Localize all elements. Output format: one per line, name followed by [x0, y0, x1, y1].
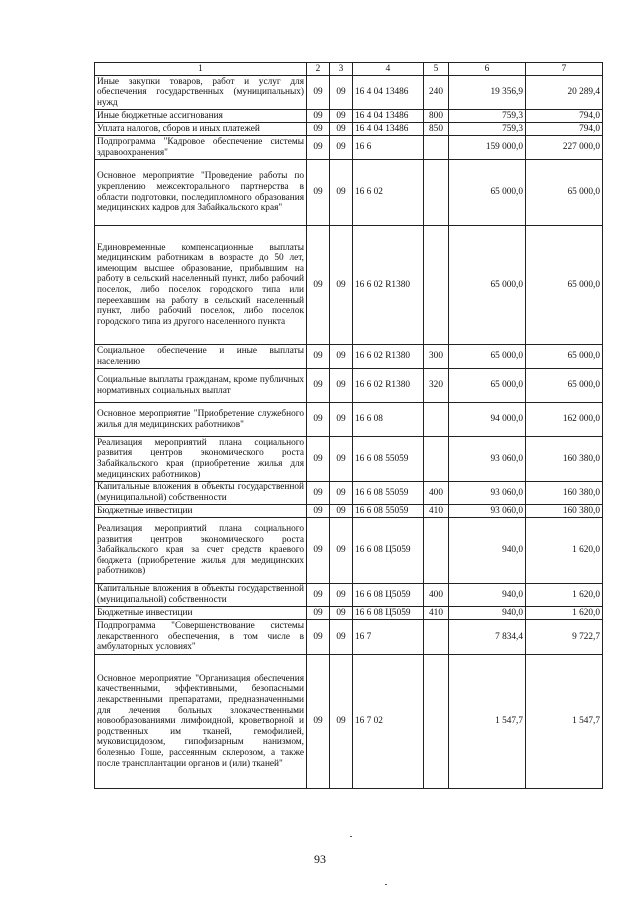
section-code: 09 — [307, 110, 330, 123]
section-code: 09 — [307, 518, 330, 584]
target-article: 16 7 — [353, 620, 424, 655]
table-row — [95, 160, 603, 226]
subsection-code: 09 — [330, 76, 353, 110]
section-code: 09 — [307, 437, 330, 482]
header-cell: 6 — [449, 63, 526, 76]
table-row — [95, 505, 603, 518]
table-row — [95, 482, 603, 505]
target-article: 16 6 02 R1380 — [353, 226, 424, 345]
amount-year-1: 940,0 — [449, 607, 526, 620]
target-article: 16 6 02 R1380 — [353, 345, 424, 369]
table-row — [95, 136, 603, 160]
amount-year-2: 65 000,0 — [526, 160, 603, 226]
amount-year-1: 940,0 — [449, 518, 526, 584]
amount-year-1: 7 834,4 — [449, 620, 526, 655]
section-code: 09 — [307, 123, 330, 136]
table-row — [95, 607, 603, 620]
row-name: Капитальные вложения в объекты государственной (муниципальной) собственности — [95, 584, 307, 607]
amount-year-1: 65 000,0 — [449, 160, 526, 226]
expense-type — [424, 160, 449, 226]
subsection-code: 09 — [330, 403, 353, 437]
section-code: 09 — [307, 620, 330, 655]
expense-type: 300 — [424, 345, 449, 369]
target-article: 16 4 04 13486 — [353, 123, 424, 136]
amount-year-2: 65 000,0 — [526, 345, 603, 369]
row-name: Иные закупки товаров, работ и услуг для обеспечения государственных (муниципальных) нужд — [95, 76, 307, 110]
amount-year-2: 160 380,0 — [526, 437, 603, 482]
amount-year-1: 759,3 — [449, 110, 526, 123]
subsection-code: 09 — [330, 136, 353, 160]
section-code: 09 — [307, 369, 330, 403]
amount-year-2: 1 620,0 — [526, 584, 603, 607]
expense-type: 800 — [424, 110, 449, 123]
header-cell: 7 — [526, 63, 603, 76]
row-name: Основное мероприятие "Проведение работы по укреплению межсекторального партнерства в области подготовки, последипломного образования медицинских кадров для Забайкальского края" — [95, 160, 307, 226]
target-article: 16 4 04 13486 — [353, 110, 424, 123]
target-article: 16 6 08 55059 — [353, 505, 424, 518]
expense-type: 410 — [424, 607, 449, 620]
amount-year-1: 93 060,0 — [449, 505, 526, 518]
table-row — [95, 620, 603, 655]
section-code: 09 — [307, 76, 330, 110]
amount-year-1: 94 000,0 — [449, 403, 526, 437]
section-code: 09 — [307, 136, 330, 160]
target-article: 16 6 08 — [353, 403, 424, 437]
amount-year-2: 160 380,0 — [526, 505, 603, 518]
expense-type — [424, 655, 449, 789]
table-row — [95, 518, 603, 584]
budget-table — [94, 62, 603, 789]
amount-year-2: 794,0 — [526, 110, 603, 123]
amount-year-1: 93 060,0 — [449, 437, 526, 482]
amount-year-2: 1 547,7 — [526, 655, 603, 789]
subsection-code: 09 — [330, 160, 353, 226]
amount-year-1: 65 000,0 — [449, 369, 526, 403]
subsection-code: 09 — [330, 369, 353, 403]
row-name: Основное мероприятие "Организация обеспечения качественными, эффективными, безопасными лекарственными препаратами, предназначенными для лечения больных злокачественными новообразованиями лимфоидной, кроветворной и родственных им тканей, гемофилией, муковисцидозом, гипофизарным нанизмом, болезнью Гоше, рассеянным склерозом, а также после трансплантации органов и (или) тканей" — [95, 655, 307, 789]
expense-type — [424, 518, 449, 584]
subsection-code: 09 — [330, 123, 353, 136]
table-row — [95, 655, 603, 789]
section-code: 09 — [307, 655, 330, 789]
expense-type — [424, 620, 449, 655]
amount-year-2: 20 289,4 — [526, 76, 603, 110]
subsection-code: 09 — [330, 482, 353, 505]
amount-year-1: 19 356,9 — [449, 76, 526, 110]
section-code: 09 — [307, 345, 330, 369]
amount-year-1: 759,3 — [449, 123, 526, 136]
table-row — [95, 437, 603, 482]
row-name: Социальное обеспечение и иные выплаты населению — [95, 345, 307, 369]
page-number: 93 — [314, 852, 326, 866]
table-row — [95, 226, 603, 345]
amount-year-1: 940,0 — [449, 584, 526, 607]
expense-type: 240 — [424, 76, 449, 110]
header-cell: 5 — [424, 63, 449, 76]
target-article: 16 6 02 R1380 — [353, 369, 424, 403]
row-name: Социальные выплаты гражданам, кроме публичных нормативных социальных выплат — [95, 369, 307, 403]
amount-year-1: 93 060,0 — [449, 482, 526, 505]
amount-year-2: 162 000,0 — [526, 403, 603, 437]
amount-year-1: 159 000,0 — [449, 136, 526, 160]
target-article: 16 7 02 — [353, 655, 424, 789]
expense-type — [424, 403, 449, 437]
expense-type: 850 — [424, 123, 449, 136]
section-code: 09 — [307, 505, 330, 518]
section-code: 09 — [307, 403, 330, 437]
section-code: 09 — [307, 482, 330, 505]
amount-year-1: 65 000,0 — [449, 226, 526, 345]
header-row — [95, 63, 603, 76]
section-code: 09 — [307, 607, 330, 620]
amount-year-2: 794,0 — [526, 123, 603, 136]
amount-year-2: 65 000,0 — [526, 369, 603, 403]
header-cell: 3 — [330, 63, 353, 76]
subsection-code: 09 — [330, 110, 353, 123]
subsection-code: 09 — [330, 226, 353, 345]
table-row — [95, 369, 603, 403]
scan-speck — [350, 836, 352, 837]
subsection-code: 09 — [330, 345, 353, 369]
row-name: Бюджетные инвестиции — [95, 607, 307, 620]
target-article: 16 4 04 13486 — [353, 76, 424, 110]
row-name: Подпрограмма "Совершенствование системы лекарственного обеспечения, в том числе в амбулаторных условиях" — [95, 620, 307, 655]
amount-year-2: 65 000,0 — [526, 226, 603, 345]
row-name: Основное мероприятие "Приобретение служебного жилья для медицинских работников" — [95, 403, 307, 437]
expense-type — [424, 136, 449, 160]
amount-year-2: 1 620,0 — [526, 607, 603, 620]
row-name: Подпрограмма "Кадровое обеспечение системы здравоохранения" — [95, 136, 307, 160]
target-article: 16 6 08 Ц5059 — [353, 584, 424, 607]
header-cell: 1 — [95, 63, 307, 76]
table-row — [95, 584, 603, 607]
row-name: Иные бюджетные ассигнования — [95, 110, 307, 123]
target-article: 16 6 08 55059 — [353, 437, 424, 482]
subsection-code: 09 — [330, 655, 353, 789]
section-code: 09 — [307, 226, 330, 345]
amount-year-1: 1 547,7 — [449, 655, 526, 789]
amount-year-1: 65 000,0 — [449, 345, 526, 369]
amount-year-2: 227 000,0 — [526, 136, 603, 160]
subsection-code: 09 — [330, 620, 353, 655]
table-row — [95, 76, 603, 110]
expense-type: 400 — [424, 482, 449, 505]
row-name: Уплата налогов, сборов и иных платежей — [95, 123, 307, 136]
table-row — [95, 123, 603, 136]
table-row — [95, 345, 603, 369]
section-code: 09 — [307, 160, 330, 226]
section-code: 09 — [307, 584, 330, 607]
target-article: 16 6 02 — [353, 160, 424, 226]
subsection-code: 09 — [330, 607, 353, 620]
expense-type: 400 — [424, 584, 449, 607]
table-row — [95, 110, 603, 123]
subsection-code: 09 — [330, 518, 353, 584]
row-name: Бюджетные инвестиции — [95, 505, 307, 518]
row-name: Капитальные вложения в объекты государственной (муниципальной) собственности — [95, 482, 307, 505]
amount-year-2: 160 380,0 — [526, 482, 603, 505]
amount-year-2: 9 722,7 — [526, 620, 603, 655]
row-name: Реализация мероприятий плана социального развития центров экономического роста Забайкальского края (приобретение жилья для медицинских работников) — [95, 437, 307, 482]
target-article: 16 6 08 55059 — [353, 482, 424, 505]
header-cell: 2 — [307, 63, 330, 76]
table-row — [95, 403, 603, 437]
row-name: Реализация мероприятий плана социального развития центров экономического роста Забайкальского края за счет средств краевого бюджета (приобретение жилья для медицинских работников) — [95, 518, 307, 584]
expense-type: 410 — [424, 505, 449, 518]
header-cell: 4 — [353, 63, 424, 76]
amount-year-2: 1 620,0 — [526, 518, 603, 584]
expense-type — [424, 437, 449, 482]
target-article: 16 6 — [353, 136, 424, 160]
row-name: Единовременные компенсационные выплаты медицинским работникам в возрасте до 50 лет, имеющим высшее образование, прибывшим на работу в сельский населенный пункт, либо рабочий поселок, либо поселок городского типа или переехавшим на работу в сельский населенный пункт, либо рабочий поселок, либо поселок городского типа из другого населенного пункта — [95, 226, 307, 345]
expense-type: 320 — [424, 369, 449, 403]
target-article: 16 6 08 Ц5059 — [353, 607, 424, 620]
subsection-code: 09 — [330, 437, 353, 482]
subsection-code: 09 — [330, 584, 353, 607]
expense-type — [424, 226, 449, 345]
subsection-code: 09 — [330, 505, 353, 518]
scan-speck — [385, 884, 387, 885]
target-article: 16 6 08 Ц5059 — [353, 518, 424, 584]
